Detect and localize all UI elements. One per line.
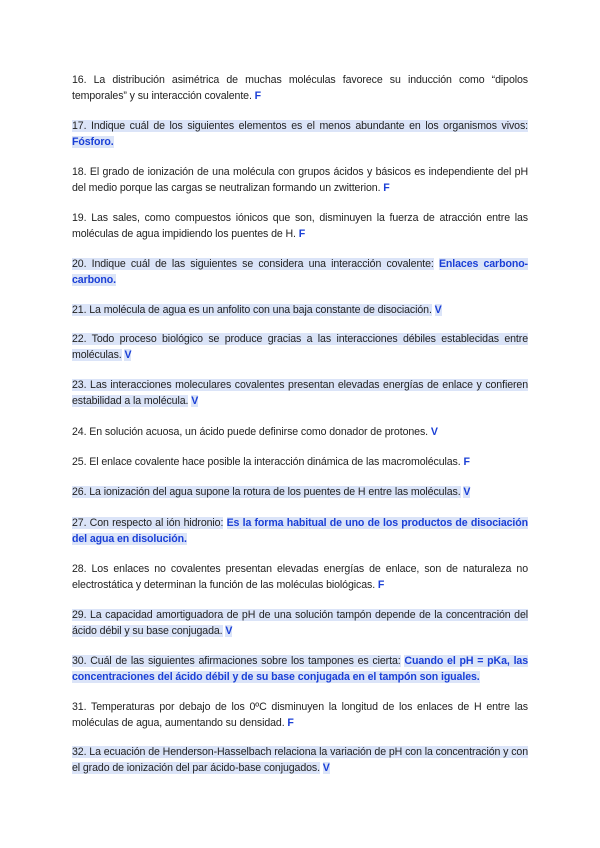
answer: F xyxy=(287,717,294,729)
question-text: 29. La capacidad amortiguadora de pH de una solución tampón depende de la concentración del ácido débil y su base conjugada. xyxy=(72,609,528,637)
question-text: 17. Indique cuál de los siguientes elementos es el menos abundante en los organismos vivos: xyxy=(72,120,528,132)
question-text: 19. Las sales, como compuestos iónicos que son, disminuyen la fuerza de atracción entre las moléculas de agua impidiendo los puentes de H. xyxy=(72,212,528,240)
answer: V xyxy=(430,426,438,438)
question-text: 31. Temperaturas por debajo de los 0ºC disminuyen la longitud de los enlaces de H entre las moléculas de agua, aumentando su densidad. xyxy=(72,701,528,729)
question-19 xyxy=(72,210,528,242)
question-text: 32. La ecuación de Henderson-Hasselbach relaciona la variación de pH con la concentración y con el grado de ionización del par ácido-base conjugados. xyxy=(72,746,528,774)
answer: F xyxy=(377,579,385,591)
question-18 xyxy=(72,164,528,196)
answer: V xyxy=(191,395,199,407)
question-21 xyxy=(72,302,528,318)
question-28 xyxy=(72,561,528,593)
question-text: 23. Las interacciones moleculares covalentes presentan elevadas energías de enlace y confieren estabilidad a la molécula. xyxy=(72,379,528,407)
question-25 xyxy=(72,454,528,470)
question-23 xyxy=(72,377,528,409)
question-text: 27. Con respecto al ión hidronio: xyxy=(72,517,224,529)
answer: Fósforo. xyxy=(72,136,114,148)
question-29 xyxy=(72,607,528,639)
answer: V xyxy=(124,349,132,361)
answer: Es la forma habitual de uno de los productos de disociación del agua en disolución. xyxy=(72,517,529,545)
question-22 xyxy=(72,331,528,363)
answer: F xyxy=(383,182,390,194)
question-text: 30. Cuál de las siguientes afirmaciones sobre los tampones es cierta: xyxy=(72,655,401,667)
question-text: 21. La molécula de agua es un anfolito con una baja constante de disociación. xyxy=(72,304,432,316)
question-text: 18. El grado de ionización de una molécula con grupos ácidos y básicos es independiente del pH del medio porque las cargas se neutralizan formando un zwitterion. xyxy=(72,166,528,194)
question-17 xyxy=(72,118,528,150)
answer: V xyxy=(463,486,471,498)
question-16 xyxy=(72,72,528,104)
question-27 xyxy=(72,515,528,547)
question-text: 28. Los enlaces no covalentes presentan elevadas energías de enlace, son de naturaleza no electrostática y determinan la función de las moléculas biológicas. xyxy=(72,563,528,591)
question-text: 16. La distribución asimétrica de muchas moléculas favorece su inducción como “dipolos temporales” y su interacción covalente. xyxy=(72,74,528,102)
answer: F xyxy=(254,90,262,102)
answer: V xyxy=(225,625,233,637)
question-30 xyxy=(72,653,528,685)
question-text: 20. Indique cuál de las siguientes se considera una interacción covalente: xyxy=(72,258,434,270)
answer: Cuando el pH = pKa, las concentraciones del ácido débil y de su base conjugada en el tampón son iguales. xyxy=(72,655,528,683)
answer: V xyxy=(434,304,442,316)
question-text: 26. La ionización del agua supone la rotura de los puentes de H entre las moléculas. xyxy=(72,486,461,498)
question-31 xyxy=(72,699,528,731)
answer: F xyxy=(463,456,470,468)
question-26 xyxy=(72,484,528,500)
question-24 xyxy=(72,424,528,440)
question-text: 24. En solución acuosa, un ácido puede definirse como donador de protones. xyxy=(72,426,428,438)
question-text: 25. El enlace covalente hace posible la interacción dinámica de las macromoléculas. xyxy=(72,456,461,468)
answer: F xyxy=(298,228,306,240)
answer: V xyxy=(322,762,330,774)
question-20 xyxy=(72,256,528,288)
question-text: 22. Todo proceso biológico se produce gracias a las interacciones débiles establecidas entre moléculas. xyxy=(72,333,528,361)
question-32 xyxy=(72,744,528,776)
answer: Enlaces carbono-carbono. xyxy=(72,258,528,286)
